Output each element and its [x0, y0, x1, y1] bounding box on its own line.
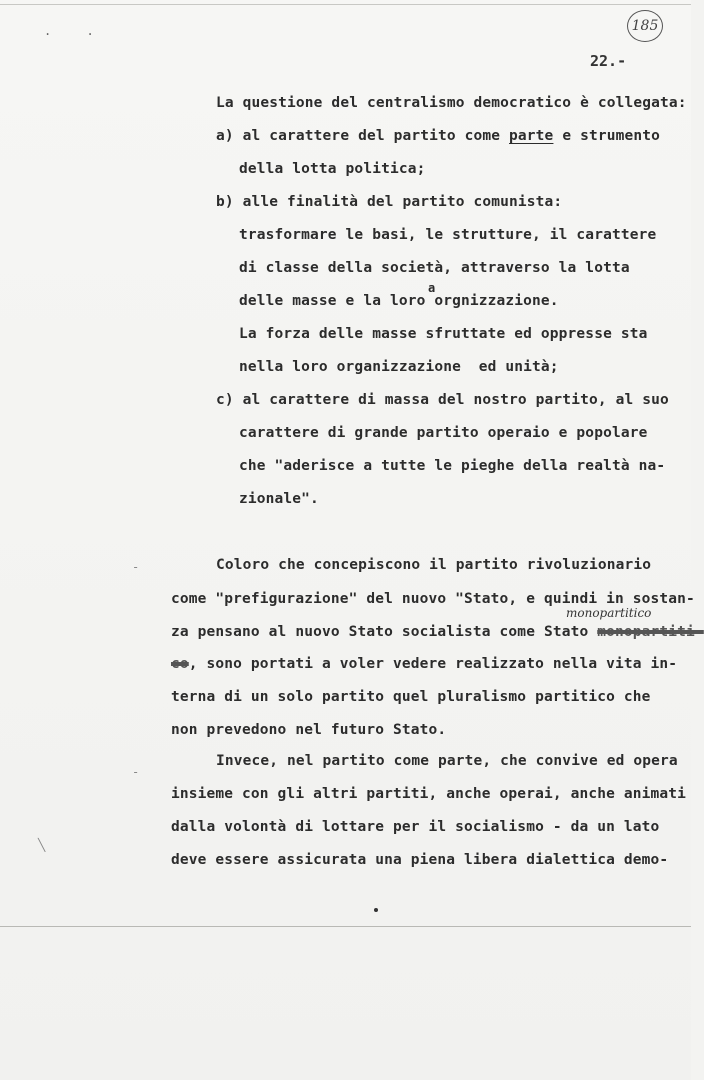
- item-a-underlined-word: parte: [509, 128, 554, 144]
- item-b-line-5: La forza delle masse sfruttate ed oppresse sta: [239, 326, 648, 342]
- para2-line-4: [171, 655, 677, 673]
- item-b-line-6: nella loro organizzazione ed unità;: [239, 359, 559, 375]
- handwritten-insert: monopartitico: [566, 606, 652, 620]
- para2-line-3: [171, 623, 704, 641]
- item-b-line-1: b) alle finalità del partito comunista:: [216, 194, 563, 210]
- para2-line-6: non prevedono nel futuro Stato.: [171, 722, 447, 738]
- item-a-line-2: della lotta politica;: [239, 161, 426, 177]
- para2-line-2: come "prefigurazione" del nuovo "Stato, e quindi in sostan-: [171, 591, 695, 607]
- typed-correction: a: [428, 281, 436, 295]
- para3-line-3: dalla volontà di lottare per il socialismo - da un lato: [171, 819, 660, 835]
- item-c-line-4: zionale".: [239, 491, 319, 507]
- para3-line-4: deve essere assicurata una piena libera dialettica demo-: [171, 852, 669, 868]
- para3-line-2: insieme con gli altri partiti, anche operai, anche animati: [171, 786, 687, 802]
- page-specks: . .: [44, 24, 108, 38]
- item-b-line-2: trasformare le basi, le strutture, il carattere: [239, 227, 657, 243]
- item-c-line-1: c) al carattere di massa del nostro partito, al suo: [216, 392, 669, 408]
- struck-word-end: co: [171, 656, 189, 672]
- item-a-line-1: [216, 127, 660, 145]
- margin-mark-2: -: [132, 765, 140, 779]
- item-c-line-2: carattere di grande partito operaio e popolare: [239, 425, 648, 441]
- page-top-edge: [0, 4, 691, 5]
- struck-word: monopartiti-: [597, 624, 704, 640]
- page-number: 22.-: [590, 52, 627, 70]
- ink-dot: [374, 908, 378, 912]
- para3-line-1: Invece, nel partito come parte, che convive ed opera: [216, 753, 678, 769]
- item-b-line-4-pre: delle masse e la loro org: [239, 293, 461, 309]
- margin-mark: -: [132, 560, 140, 574]
- intro-line: La questione del centralismo democratico è collegata:: [216, 95, 687, 111]
- para2-line-4-post: , sono portati a voler vedere realizzato nella vita in-: [188, 656, 678, 672]
- item-c-line-3: che "aderisce a tutte le pieghe della realtà na-: [239, 458, 666, 474]
- item-b-line-4-post: nizzazione.: [461, 293, 559, 309]
- para2-line-3-pre: za pensano al nuovo Stato socialista come Stato: [171, 624, 598, 640]
- item-b-line-3: di classe della società, attraverso la lotta: [239, 260, 630, 276]
- margin-mark-3: ╲: [38, 838, 46, 852]
- item-b-line-4: [239, 292, 559, 310]
- para2-line-1: Coloro che concepiscono il partito rivoluzionario: [216, 557, 652, 573]
- page-bottom-edge: [0, 926, 691, 927]
- item-a-prefix: a) al carattere del partito come: [216, 128, 510, 144]
- item-a-suffix: e strumento: [553, 128, 660, 144]
- para2-line-5: terna di un solo partito quel pluralismo partitico che: [171, 689, 651, 705]
- archive-stamp: 185: [627, 10, 663, 42]
